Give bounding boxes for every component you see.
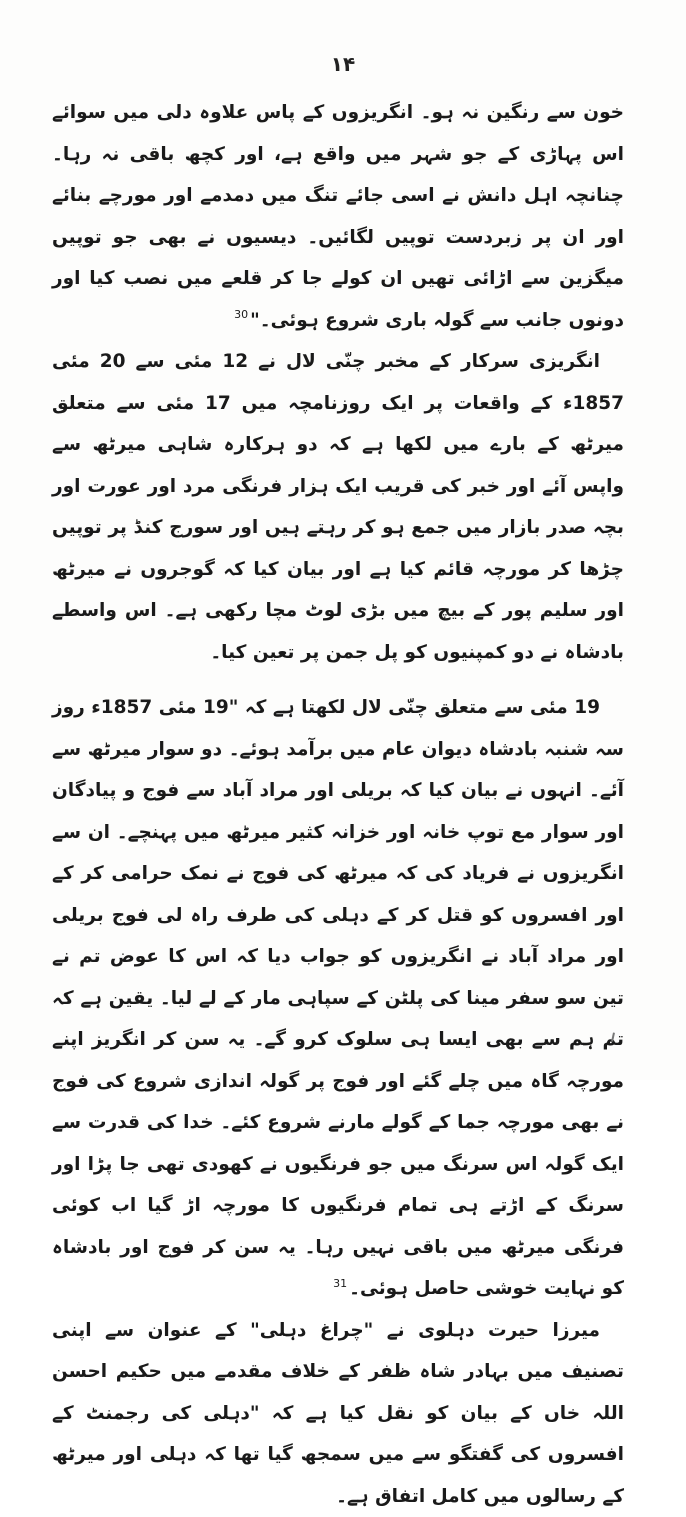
paragraph-text: میرزا حیرت دہلوی نے "چراغ دہلی" کے عنوان سے اپنی تصنیف میں بہادر شاہ ظفر کے خلاف مقدمے میں حکیم احسن اللہ خاں کے بیان کو نقل کیا ہے کہ "دہلی کی رجمنٹ کے افسروں کی گفتگو سے میں سمجھ گیا تھا کہ دہلی اور میرٹھ کے رسالوں میں کامل اتفاق ہے۔ (52, 1320, 624, 1507)
body-text (52, 92, 624, 1517)
paragraph-text: خون سے رنگین نہ ہو۔ انگریزوں کے پاس علاوہ دلی میں سوائے اس پہاڑی کے جو شہر میں واقع ہے، اور کچھ باقی نہ رہا۔ چنانچہ اہل دانش نے اسی جائے تنگ میں دمدمے اور مورچے بنائے اور ان پر زبردست توپیں لگائیں۔ دیسیوں نے بھی جو توپیں میگزین سے اڑائی تھیں ان کولے جا کر قلعے میں نصب کیا اور دونوں جانب سے گولہ باری شروع ہوئی۔" (52, 102, 624, 331)
paragraph-2 (52, 341, 624, 673)
paragraph-4 (52, 1310, 624, 1517)
page-number: ۱۴ (0, 52, 686, 76)
paragraph-3 (52, 687, 624, 1310)
paragraph-1 (52, 92, 624, 341)
paragraph-text: 19 مئی سے متعلق چنّی لال لکھتا ہے کہ "19 مئی 1857ء روز سہ شنبہ بادشاہ دیوان عام میں برآمد ہوئے۔ دو سوار میرٹھ سے آئے۔ انہوں نے بیان کیا کہ بریلی اور مراد آباد سے فوج و پیادگان اور سوار مع توپ خانہ اور خزانہ کثیر میرٹھ میں پہنچے۔ ان سے انگریزوں نے فریاد کی کہ میرٹھ کی فوج نے نمک حرامی کر کے اور افسروں کو قتل کر کے دہلی کی طرف راہ لی فوج بریلی اور مراد آباد نے انگریزوں کو جواب دیا کہ اس کا عوض تم نے تین سو سفر مینا کی پلٹن کے سپاہی مار کے لے لیا۔ یقین ہے کہ تم ہم سے بھی ایسا ہی سلوک کرو گے۔ یہ سن کر انگریز اپنے مورچہ گاہ میں چلے گئے اور فوج پر گولہ اندازی شروع کی فوج نے بھی مورچہ جما کے گولے مارنے شروع کئے۔ خدا کی قدرت سے ایک گولہ اس سرنگ میں جو فرنگیوں نے کھودی تھی جا پڑا اور سرنگ کے اڑتے ہی تمام فرنگیوں کا مورچہ اڑ گیا اب کوئی فرنگی میرٹھ میں باقی نہیں رہا۔ یہ سن کر فوج اور بادشاہ کو نہایت خوشی حاصل ہوئی۔ (52, 697, 624, 1299)
paragraph-text: انگریزی سرکار کے مخبر چنّی لال نے 12 مئی سے 20 مئی 1857ء کے واقعات پر ایک روزنامچہ میں 17 مئی سے متعلق میرٹھ کے بارے میں لکھا ہے کہ دو ہرکارہ شاہی میرٹھ سے واپس آئے اور خبر کی قریب ایک ہزار فرنگی مرد اور عورت اور بچہ صدر بازار میں جمع ہو کر رہتے ہیں اور سورج کنڈ پر توپیں چڑھا کر مورچہ قائم کیا ہے اور بیان کیا کہ گوجروں نے میرٹھ اور سلیم پور کے بیچ میں بڑی لوٹ مچا رکھی ہے۔ اس واسطے بادشاہ نے دو کمپنیوں کو پل جمن پر تعین کیا۔ (52, 351, 624, 663)
footnote-marker: 30 (234, 308, 248, 321)
footnote-marker: 31 (333, 1277, 347, 1290)
